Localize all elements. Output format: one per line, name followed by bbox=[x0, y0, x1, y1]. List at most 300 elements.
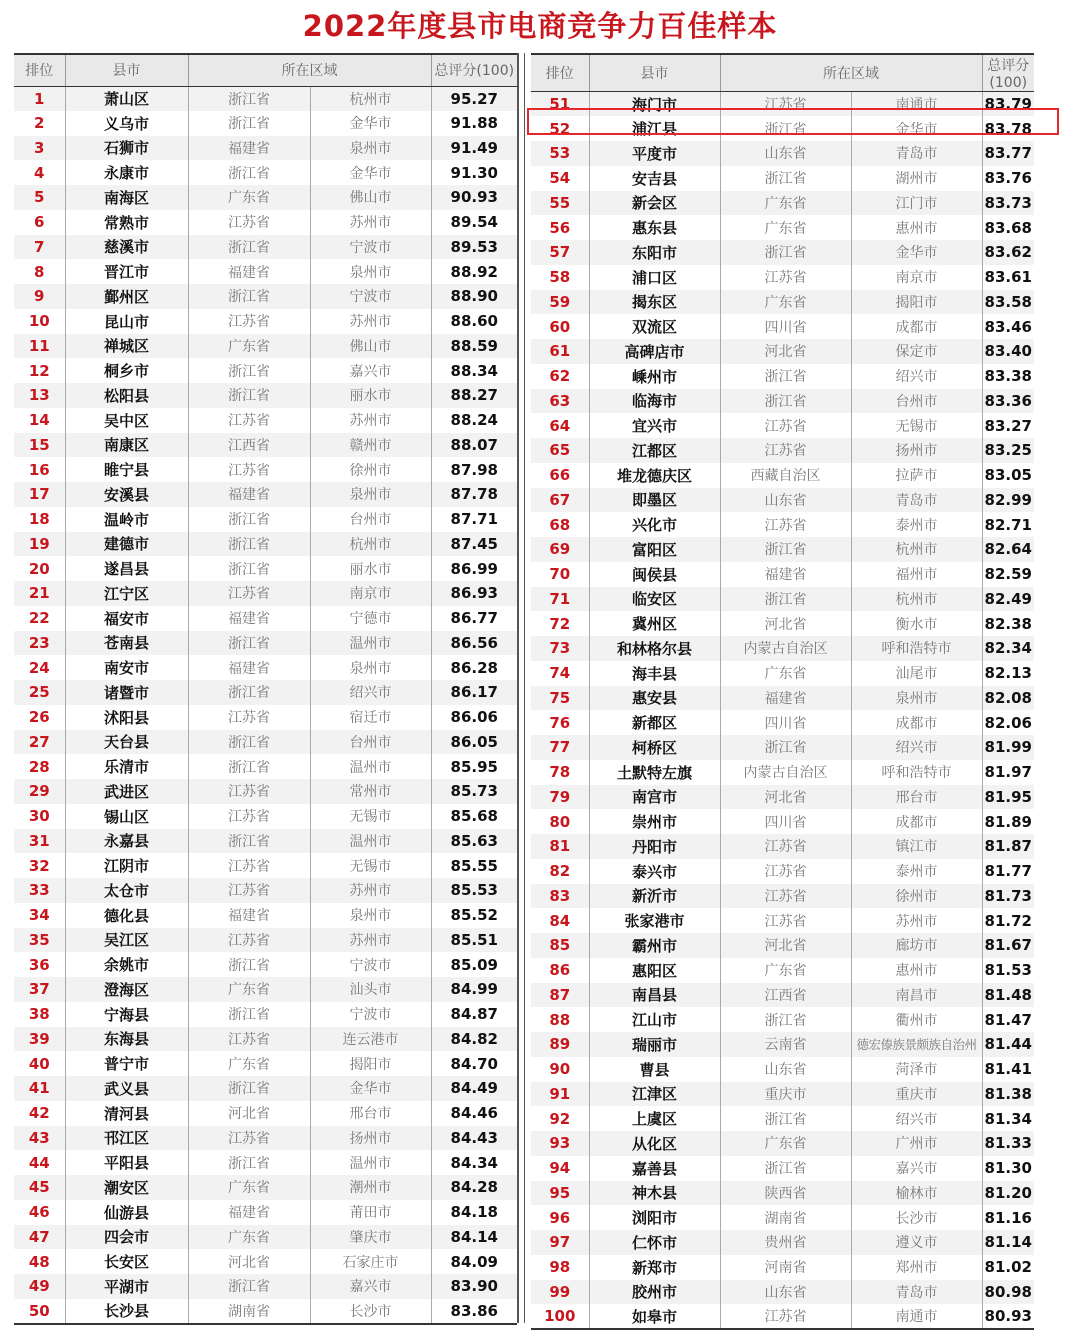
rank-cell: 50 bbox=[14, 1299, 65, 1324]
city-cell: 南通市 bbox=[851, 92, 982, 117]
table-row bbox=[14, 1076, 517, 1101]
city-cell: 惠州市 bbox=[851, 215, 982, 240]
rank-cell: 33 bbox=[14, 878, 65, 903]
province-cell: 江苏省 bbox=[188, 581, 310, 606]
table-row bbox=[14, 878, 517, 903]
county-cell: 仁怀市 bbox=[589, 1230, 720, 1255]
county-cell: 宁海县 bbox=[65, 1002, 188, 1027]
county-cell: 南安市 bbox=[65, 655, 188, 680]
rank-cell: 72 bbox=[531, 611, 589, 636]
province-cell: 江苏省 bbox=[720, 265, 851, 290]
score-cell: 91.88 bbox=[450, 114, 498, 133]
city-cell: 成都市 bbox=[851, 314, 982, 339]
table-row bbox=[531, 1205, 1034, 1230]
rank-cell: 65 bbox=[531, 438, 589, 463]
score-cell: 81.44 bbox=[984, 1035, 1032, 1054]
header-rank: 排位 bbox=[531, 54, 589, 92]
table-row bbox=[531, 215, 1034, 240]
page-title: 2022年度县市电商竞争力百佳样本 bbox=[302, 9, 778, 43]
county-cell: 平湖市 bbox=[65, 1274, 188, 1299]
table-row bbox=[531, 1181, 1034, 1206]
province-cell: 湖南省 bbox=[188, 1299, 310, 1324]
county-cell: 温岭市 bbox=[65, 507, 188, 532]
score-cell: 83.86 bbox=[431, 1299, 517, 1324]
city-cell: 嘉兴市 bbox=[310, 358, 431, 383]
city-cell: 杭州市 bbox=[310, 86, 431, 111]
score-cell: 83.77 bbox=[984, 144, 1032, 163]
header-region: 所在区域 bbox=[188, 54, 431, 86]
table-row bbox=[531, 611, 1034, 636]
province-cell: 福建省 bbox=[720, 686, 851, 711]
city-cell: 扬州市 bbox=[851, 438, 982, 463]
province-cell: 江苏省 bbox=[188, 779, 310, 804]
rank-cell: 67 bbox=[531, 488, 589, 513]
score-cell: 82.99 bbox=[984, 490, 1032, 509]
score-cell: 88.34 bbox=[450, 361, 498, 380]
score-cell: 83.90 bbox=[450, 1277, 498, 1296]
county-cell: 新沂市 bbox=[589, 884, 720, 909]
table-row bbox=[531, 191, 1034, 216]
table-row bbox=[14, 1299, 517, 1324]
score-cell: 88.92 bbox=[450, 262, 498, 281]
table-row bbox=[531, 958, 1034, 983]
city-cell: 邢台市 bbox=[851, 785, 982, 810]
table-row bbox=[14, 457, 517, 482]
score-cell: 86.77 bbox=[450, 609, 498, 628]
province-cell: 江苏省 bbox=[720, 512, 851, 537]
city-cell: 菏泽市 bbox=[851, 1057, 982, 1082]
city-cell: 惠州市 bbox=[851, 958, 982, 983]
rank-cell: 18 bbox=[14, 507, 65, 532]
province-cell: 浙江省 bbox=[188, 86, 310, 111]
rank-cell: 92 bbox=[531, 1106, 589, 1131]
rank-cell: 66 bbox=[531, 463, 589, 488]
province-cell: 浙江省 bbox=[720, 735, 851, 760]
score-cell: 86.93 bbox=[450, 584, 498, 603]
score-cell: 83.58 bbox=[984, 292, 1032, 311]
province-cell: 江苏省 bbox=[188, 878, 310, 903]
city-cell: 泰州市 bbox=[851, 859, 982, 884]
score-cell: 84.09 bbox=[450, 1252, 498, 1271]
score-cell: 85.53 bbox=[450, 881, 498, 900]
table-row bbox=[531, 785, 1034, 810]
rank-cell: 26 bbox=[14, 705, 65, 730]
table-row bbox=[14, 556, 517, 581]
county-cell: 临海市 bbox=[589, 389, 720, 414]
score-cell: 86.05 bbox=[450, 732, 498, 751]
county-cell: 浦口区 bbox=[589, 265, 720, 290]
rank-cell: 35 bbox=[14, 928, 65, 953]
table-row bbox=[14, 136, 517, 161]
rank-cell: 48 bbox=[14, 1249, 65, 1274]
table-row bbox=[14, 507, 517, 532]
city-cell: 成都市 bbox=[851, 809, 982, 834]
table-row bbox=[14, 408, 517, 433]
rank-cell: 14 bbox=[14, 408, 65, 433]
table-row bbox=[531, 290, 1034, 315]
county-cell: 堆龙德庆区 bbox=[589, 463, 720, 488]
city-cell: 徐州市 bbox=[310, 457, 431, 482]
table-row bbox=[531, 141, 1034, 166]
rank-cell: 4 bbox=[14, 160, 65, 185]
rank-cell: 42 bbox=[14, 1101, 65, 1126]
county-cell: 吴江区 bbox=[65, 928, 188, 953]
county-cell: 常熟市 bbox=[65, 210, 188, 235]
county-cell: 惠安县 bbox=[589, 686, 720, 711]
table-row bbox=[14, 977, 517, 1002]
province-cell: 浙江省 bbox=[188, 235, 310, 260]
score-cell: 87.71 bbox=[450, 510, 498, 529]
province-cell: 江苏省 bbox=[188, 1027, 310, 1052]
rank-cell: 78 bbox=[531, 760, 589, 785]
province-cell: 浙江省 bbox=[188, 1150, 310, 1175]
city-cell: 金华市 bbox=[851, 240, 982, 265]
rank-cell: 23 bbox=[14, 631, 65, 656]
table-row bbox=[531, 389, 1034, 414]
county-cell: 永嘉县 bbox=[65, 829, 188, 854]
rank-cell: 64 bbox=[531, 413, 589, 438]
rank-cell: 25 bbox=[14, 680, 65, 705]
city-cell: 汕尾市 bbox=[851, 661, 982, 686]
city-cell: 温州市 bbox=[310, 1150, 431, 1175]
province-cell: 重庆市 bbox=[720, 1082, 851, 1107]
city-cell: 榆林市 bbox=[851, 1181, 982, 1206]
city-cell: 金华市 bbox=[310, 160, 431, 185]
city-cell: 杭州市 bbox=[851, 537, 982, 562]
county-cell: 高碑店市 bbox=[589, 339, 720, 364]
province-cell: 浙江省 bbox=[188, 111, 310, 136]
city-cell: 郑州市 bbox=[851, 1255, 982, 1280]
score-cell: 85.73 bbox=[450, 782, 498, 801]
score-cell: 85.51 bbox=[450, 930, 498, 949]
city-cell: 无锡市 bbox=[851, 413, 982, 438]
county-cell: 邗江区 bbox=[65, 1126, 188, 1151]
province-cell: 福建省 bbox=[188, 903, 310, 928]
score-cell: 86.17 bbox=[450, 683, 498, 702]
city-cell: 长沙市 bbox=[310, 1299, 431, 1324]
rank-cell: 2 bbox=[14, 111, 65, 136]
county-cell: 遂昌县 bbox=[65, 556, 188, 581]
table-row bbox=[531, 1280, 1034, 1305]
county-cell: 东阳市 bbox=[589, 240, 720, 265]
city-cell: 泉州市 bbox=[851, 686, 982, 711]
county-cell: 福安市 bbox=[65, 606, 188, 631]
county-cell: 江山市 bbox=[589, 1007, 720, 1032]
county-cell: 和林格尔县 bbox=[589, 636, 720, 661]
rank-cell: 82 bbox=[531, 859, 589, 884]
table-row bbox=[531, 265, 1034, 290]
county-cell: 张家港市 bbox=[589, 908, 720, 933]
rank-cell: 97 bbox=[531, 1230, 589, 1255]
rank-cell: 52 bbox=[531, 116, 589, 141]
county-cell: 澄海区 bbox=[65, 977, 188, 1002]
rank-cell: 70 bbox=[531, 562, 589, 587]
rank-cell: 5 bbox=[14, 185, 65, 210]
header-score: 总评分(100) bbox=[982, 54, 1034, 92]
city-cell: 泉州市 bbox=[310, 903, 431, 928]
city-cell: 成都市 bbox=[851, 710, 982, 735]
score-cell: 88.60 bbox=[450, 312, 498, 331]
table-row bbox=[14, 730, 517, 755]
score-cell: 80.98 bbox=[984, 1282, 1032, 1301]
rank-cell: 58 bbox=[531, 265, 589, 290]
rank-cell: 80 bbox=[531, 809, 589, 834]
city-cell: 绍兴市 bbox=[310, 680, 431, 705]
city-cell: 泉州市 bbox=[310, 655, 431, 680]
province-cell: 陕西省 bbox=[720, 1181, 851, 1206]
city-cell: 江门市 bbox=[851, 191, 982, 216]
county-cell: 吴中区 bbox=[65, 408, 188, 433]
county-cell: 锡山区 bbox=[65, 804, 188, 829]
rank-cell: 89 bbox=[531, 1032, 589, 1057]
table-row bbox=[14, 235, 517, 260]
table-row bbox=[14, 853, 517, 878]
city-cell: 呼和浩特市 bbox=[851, 636, 982, 661]
province-cell: 浙江省 bbox=[188, 160, 310, 185]
county-cell: 浏阳市 bbox=[589, 1205, 720, 1230]
table-row bbox=[531, 983, 1034, 1008]
rank-cell: 44 bbox=[14, 1150, 65, 1175]
rank-cell: 93 bbox=[531, 1131, 589, 1156]
score-cell: 81.72 bbox=[984, 911, 1032, 930]
province-cell: 福建省 bbox=[720, 562, 851, 587]
score-cell: 83.61 bbox=[984, 268, 1032, 287]
rank-cell: 85 bbox=[531, 933, 589, 958]
table-row bbox=[14, 606, 517, 631]
table-row bbox=[14, 655, 517, 680]
score-cell: 91.49 bbox=[450, 138, 498, 157]
score-cell: 87.98 bbox=[450, 460, 498, 479]
county-cell: 长沙县 bbox=[65, 1299, 188, 1324]
city-cell: 呼和浩特市 bbox=[851, 760, 982, 785]
county-cell: 乐清市 bbox=[65, 754, 188, 779]
county-cell: 惠阳区 bbox=[589, 958, 720, 983]
county-cell: 富阳区 bbox=[589, 537, 720, 562]
rank-cell: 3 bbox=[14, 136, 65, 161]
table-row bbox=[14, 903, 517, 928]
score-cell: 83.73 bbox=[984, 193, 1032, 212]
province-cell: 浙江省 bbox=[720, 166, 851, 191]
county-cell: 诸暨市 bbox=[65, 680, 188, 705]
score-cell: 83.46 bbox=[984, 317, 1032, 336]
rank-cell: 31 bbox=[14, 829, 65, 854]
city-cell: 温州市 bbox=[310, 754, 431, 779]
score-cell: 81.34 bbox=[984, 1109, 1032, 1128]
score-cell: 86.99 bbox=[450, 559, 498, 578]
city-cell: 金华市 bbox=[310, 111, 431, 136]
county-cell: 江都区 bbox=[589, 438, 720, 463]
rank-cell: 87 bbox=[531, 983, 589, 1008]
city-cell: 绍兴市 bbox=[851, 364, 982, 389]
city-cell: 宿迁市 bbox=[310, 705, 431, 730]
score-cell: 81.30 bbox=[984, 1159, 1032, 1178]
province-cell: 江苏省 bbox=[720, 908, 851, 933]
table-row bbox=[14, 309, 517, 334]
score-cell: 90.93 bbox=[450, 188, 498, 207]
province-cell: 广东省 bbox=[188, 334, 310, 359]
rank-cell: 7 bbox=[14, 235, 65, 260]
score-cell: 95.27 bbox=[450, 89, 498, 108]
province-cell: 浙江省 bbox=[720, 364, 851, 389]
table-row bbox=[14, 1274, 517, 1299]
score-cell: 85.95 bbox=[450, 757, 498, 776]
score-cell: 81.20 bbox=[984, 1183, 1032, 1202]
score-cell: 84.99 bbox=[450, 980, 498, 999]
city-cell: 金华市 bbox=[851, 116, 982, 141]
score-cell: 82.49 bbox=[984, 589, 1032, 608]
province-cell: 浙江省 bbox=[720, 116, 851, 141]
rank-cell: 77 bbox=[531, 735, 589, 760]
table-row bbox=[531, 933, 1034, 958]
city-cell: 金华市 bbox=[310, 1076, 431, 1101]
rank-cell: 98 bbox=[531, 1255, 589, 1280]
county-cell: 松阳县 bbox=[65, 383, 188, 408]
score-cell: 81.99 bbox=[984, 738, 1032, 757]
rank-cell: 10 bbox=[14, 309, 65, 334]
city-cell: 宁德市 bbox=[310, 606, 431, 631]
city-cell: 遵义市 bbox=[851, 1230, 982, 1255]
county-cell: 天台县 bbox=[65, 730, 188, 755]
province-cell: 福建省 bbox=[188, 1200, 310, 1225]
province-cell: 浙江省 bbox=[188, 556, 310, 581]
province-cell: 江苏省 bbox=[720, 1304, 851, 1329]
county-cell: 平度市 bbox=[589, 141, 720, 166]
city-cell: 无锡市 bbox=[310, 853, 431, 878]
province-cell: 福建省 bbox=[188, 259, 310, 284]
city-cell: 福州市 bbox=[851, 562, 982, 587]
city-cell: 潮州市 bbox=[310, 1175, 431, 1200]
score-cell: 81.95 bbox=[984, 787, 1032, 806]
county-cell: 义乌市 bbox=[65, 111, 188, 136]
province-cell: 浙江省 bbox=[720, 537, 851, 562]
province-cell: 浙江省 bbox=[188, 680, 310, 705]
province-cell: 福建省 bbox=[188, 136, 310, 161]
province-cell: 浙江省 bbox=[188, 754, 310, 779]
table-row bbox=[531, 488, 1034, 513]
county-cell: 江宁区 bbox=[65, 581, 188, 606]
rank-cell: 15 bbox=[14, 433, 65, 458]
score-cell: 88.24 bbox=[450, 411, 498, 430]
rank-cell: 17 bbox=[14, 482, 65, 507]
county-cell: 仙游县 bbox=[65, 1200, 188, 1225]
rank-cell: 11 bbox=[14, 334, 65, 359]
city-cell: 南通市 bbox=[851, 1304, 982, 1329]
table-row bbox=[14, 1002, 517, 1027]
score-cell: 84.46 bbox=[450, 1104, 498, 1123]
score-cell: 85.09 bbox=[450, 955, 498, 974]
rank-cell: 32 bbox=[14, 853, 65, 878]
province-cell: 山东省 bbox=[720, 141, 851, 166]
province-cell: 广东省 bbox=[188, 1225, 310, 1250]
table-row bbox=[531, 92, 1034, 117]
rank-cell: 16 bbox=[14, 457, 65, 482]
province-cell: 广东省 bbox=[188, 977, 310, 1002]
county-cell: 苍南县 bbox=[65, 631, 188, 656]
score-cell: 89.53 bbox=[450, 237, 498, 256]
province-cell: 山东省 bbox=[720, 488, 851, 513]
county-cell: 泰兴市 bbox=[589, 859, 720, 884]
province-cell: 浙江省 bbox=[188, 358, 310, 383]
score-cell: 83.79 bbox=[984, 95, 1032, 114]
header-score: 总评分(100) bbox=[431, 54, 517, 86]
county-cell: 宜兴市 bbox=[589, 413, 720, 438]
province-cell: 湖南省 bbox=[720, 1205, 851, 1230]
score-cell: 81.87 bbox=[984, 837, 1032, 856]
city-cell: 汕头市 bbox=[310, 977, 431, 1002]
city-cell: 赣州市 bbox=[310, 433, 431, 458]
score-cell: 82.08 bbox=[984, 688, 1032, 707]
rank-cell: 68 bbox=[531, 512, 589, 537]
column-divider bbox=[524, 53, 525, 1323]
table-row bbox=[531, 859, 1034, 884]
rank-cell: 54 bbox=[531, 166, 589, 191]
table-row bbox=[14, 1101, 517, 1126]
province-cell: 内蒙古自治区 bbox=[720, 636, 851, 661]
province-cell: 广东省 bbox=[720, 958, 851, 983]
province-cell: 浙江省 bbox=[188, 631, 310, 656]
city-cell: 温州市 bbox=[310, 829, 431, 854]
table-row bbox=[14, 928, 517, 953]
city-cell: 泉州市 bbox=[310, 136, 431, 161]
rank-cell: 45 bbox=[14, 1175, 65, 1200]
table-row bbox=[14, 1027, 517, 1052]
county-cell: 新都区 bbox=[589, 710, 720, 735]
rank-cell: 69 bbox=[531, 537, 589, 562]
city-cell: 青岛市 bbox=[851, 141, 982, 166]
province-cell: 浙江省 bbox=[188, 1274, 310, 1299]
county-cell: 霸州市 bbox=[589, 933, 720, 958]
header-county: 县市 bbox=[589, 54, 720, 92]
score-cell: 81.53 bbox=[984, 961, 1032, 980]
rank-cell: 39 bbox=[14, 1027, 65, 1052]
county-cell: 即墨区 bbox=[589, 488, 720, 513]
city-cell: 肇庆市 bbox=[310, 1225, 431, 1250]
province-cell: 广东省 bbox=[188, 1175, 310, 1200]
province-cell: 浙江省 bbox=[720, 1156, 851, 1181]
score-cell: 82.59 bbox=[984, 565, 1032, 584]
city-cell: 泰州市 bbox=[851, 512, 982, 537]
rank-cell: 51 bbox=[531, 92, 589, 117]
table-row bbox=[14, 1126, 517, 1151]
city-cell: 廊坊市 bbox=[851, 933, 982, 958]
score-cell: 83.78 bbox=[984, 119, 1032, 138]
city-cell: 苏州市 bbox=[310, 928, 431, 953]
city-cell: 衢州市 bbox=[851, 1007, 982, 1032]
header-county: 县市 bbox=[65, 54, 188, 86]
table-row bbox=[14, 284, 517, 309]
rank-cell: 91 bbox=[531, 1082, 589, 1107]
county-cell: 江津区 bbox=[589, 1082, 720, 1107]
rank-cell: 28 bbox=[14, 754, 65, 779]
score-cell: 85.68 bbox=[450, 807, 498, 826]
score-cell: 81.77 bbox=[984, 862, 1032, 881]
province-cell: 江苏省 bbox=[720, 834, 851, 859]
table-row bbox=[14, 804, 517, 829]
city-cell: 湖州市 bbox=[851, 166, 982, 191]
county-cell: 瑞丽市 bbox=[589, 1032, 720, 1057]
score-cell: 87.78 bbox=[450, 485, 498, 504]
province-cell: 江苏省 bbox=[720, 92, 851, 117]
province-cell: 江苏省 bbox=[188, 457, 310, 482]
city-cell: 台州市 bbox=[310, 507, 431, 532]
column-divider bbox=[517, 53, 519, 1323]
city-cell: 丽水市 bbox=[310, 556, 431, 581]
city-cell: 扬州市 bbox=[310, 1126, 431, 1151]
score-cell: 81.14 bbox=[984, 1233, 1032, 1252]
rank-cell: 20 bbox=[14, 556, 65, 581]
rank-cell: 49 bbox=[14, 1274, 65, 1299]
city-cell: 温州市 bbox=[310, 631, 431, 656]
